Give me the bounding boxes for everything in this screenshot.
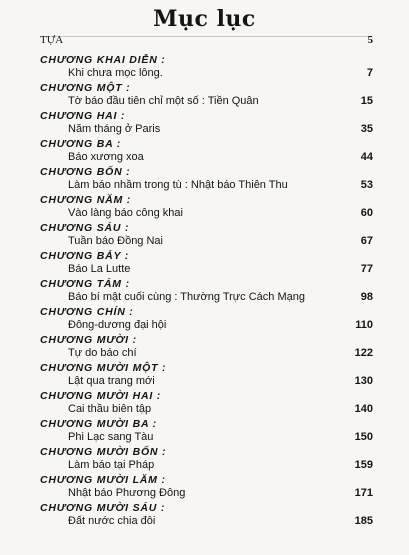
chapter-line bbox=[40, 262, 373, 276]
toc-entry[interactable] bbox=[40, 446, 373, 472]
toc-entry[interactable] bbox=[40, 418, 373, 444]
page-number: 60 bbox=[360, 207, 373, 219]
chapter-subtitle: Báo bí mật cuối cùng : Thường Trực Cách Mạng bbox=[68, 291, 305, 303]
page-number: 53 bbox=[360, 179, 373, 191]
page-number: 98 bbox=[360, 291, 373, 303]
chapter-subtitle: Báo xương xoa bbox=[68, 151, 144, 163]
table-of-contents bbox=[40, 34, 373, 528]
chapter-line bbox=[40, 458, 373, 472]
chapter-subtitle: Tuần báo Đồng Nai bbox=[68, 235, 163, 247]
chapter-heading: CHƯƠNG NĂM : bbox=[40, 194, 132, 206]
chapter-line bbox=[40, 206, 373, 220]
chapter-heading: CHƯƠNG TÁM : bbox=[40, 278, 130, 290]
chapter-heading: CHƯƠNG MƯỜI HAI : bbox=[40, 390, 162, 402]
chapter-line bbox=[40, 486, 373, 500]
preface-label: TỰA bbox=[40, 34, 64, 46]
toc-entry[interactable] bbox=[40, 222, 373, 248]
chapter-subtitle: Phi Lạc sang Tàu bbox=[68, 431, 154, 443]
chapter-line bbox=[40, 290, 373, 304]
page-number: 185 bbox=[354, 515, 373, 527]
chapter-heading: CHƯƠNG MƯỜI LĂM : bbox=[40, 474, 166, 486]
chapter-line bbox=[40, 402, 373, 416]
toc-entry[interactable] bbox=[40, 250, 373, 276]
toc-entry[interactable] bbox=[40, 306, 373, 332]
chapter-line bbox=[40, 150, 373, 164]
chapter-line bbox=[40, 234, 373, 248]
preface-page-number: 5 bbox=[367, 34, 373, 46]
chapter-subtitle: Tự do báo chí bbox=[68, 347, 137, 359]
chapter-subtitle: Lật qua trang mới bbox=[68, 375, 155, 387]
chapter-heading: CHƯƠNG MỘT : bbox=[40, 82, 131, 94]
toc-entry[interactable] bbox=[40, 138, 373, 164]
page-number: 130 bbox=[354, 375, 373, 387]
chapter-subtitle: Vào làng báo công khai bbox=[68, 207, 183, 219]
chapter-heading: CHƯƠNG KHAI DIỄN : bbox=[40, 54, 166, 66]
chapter-line bbox=[40, 178, 373, 192]
toc-entry[interactable] bbox=[40, 82, 373, 108]
chapter-line bbox=[40, 122, 373, 136]
toc-entry[interactable] bbox=[40, 390, 373, 416]
toc-entry[interactable] bbox=[40, 334, 373, 360]
toc-entry[interactable] bbox=[40, 54, 373, 80]
chapter-heading: CHƯƠNG HAI : bbox=[40, 110, 126, 122]
page-number: 110 bbox=[355, 319, 373, 331]
toc-entry[interactable] bbox=[40, 502, 373, 528]
chapter-heading: CHƯƠNG MƯỜI BA : bbox=[40, 418, 157, 430]
toc-entry[interactable] bbox=[40, 194, 373, 220]
chapter-subtitle: Làm báo tại Pháp bbox=[68, 459, 155, 471]
chapter-subtitle: Tờ báo đầu tiên chỉ một số : Tiền Quân bbox=[68, 95, 259, 107]
page-title: Mục lục bbox=[153, 6, 256, 32]
chapter-line bbox=[40, 514, 373, 528]
chapter-subtitle: Đất nước chia đôi bbox=[68, 515, 156, 527]
page-number: 7 bbox=[366, 67, 373, 79]
page-number: 159 bbox=[354, 459, 373, 471]
page-number: 67 bbox=[360, 235, 373, 247]
page-number: 150 bbox=[354, 431, 373, 443]
page-number: 35 bbox=[360, 123, 373, 135]
chapter-subtitle: Đông-dương đại hội bbox=[68, 319, 167, 331]
chapter-line bbox=[40, 346, 373, 360]
page-number: 171 bbox=[354, 487, 373, 499]
toc-entry[interactable] bbox=[40, 278, 373, 304]
preface-row[interactable] bbox=[40, 34, 373, 52]
chapter-list bbox=[40, 54, 373, 528]
chapter-line bbox=[40, 94, 373, 108]
toc-entry[interactable] bbox=[40, 110, 373, 136]
page-number: 77 bbox=[360, 263, 373, 275]
chapter-heading: CHƯƠNG BỐN : bbox=[40, 166, 131, 178]
chapter-heading: CHƯƠNG BA : bbox=[40, 138, 122, 150]
chapter-line bbox=[40, 318, 373, 332]
chapter-subtitle: Báo La Lutte bbox=[68, 263, 131, 275]
chapter-subtitle: Làm báo nhầm trong tù : Nhật báo Thiên Thu bbox=[68, 179, 288, 191]
chapter-line bbox=[40, 374, 373, 388]
page-number: 15 bbox=[360, 95, 373, 107]
toc-entry[interactable] bbox=[40, 166, 373, 192]
chapter-subtitle: Năm tháng ở Paris bbox=[68, 123, 161, 135]
chapter-heading: CHƯƠNG MƯỜI BỐN : bbox=[40, 446, 167, 458]
toc-entry[interactable] bbox=[40, 362, 373, 388]
chapter-line bbox=[40, 430, 373, 444]
chapter-heading: CHƯƠNG MƯỜI : bbox=[40, 334, 137, 346]
chapter-heading: CHƯƠNG MƯỜI SÁU : bbox=[40, 502, 166, 514]
toc-entry[interactable] bbox=[40, 474, 373, 500]
chapter-subtitle: Nhật báo Phương Đông bbox=[68, 487, 186, 499]
chapter-subtitle: Cai thầu biên tập bbox=[68, 403, 152, 415]
page-number: 140 bbox=[354, 403, 373, 415]
page-number: 122 bbox=[354, 347, 373, 359]
chapter-heading: CHƯƠNG MƯỜI MỘT : bbox=[40, 362, 167, 374]
chapter-heading: CHƯƠNG CHÍN : bbox=[40, 306, 134, 318]
chapter-line bbox=[40, 66, 373, 80]
chapter-heading: CHƯƠNG SÁU : bbox=[40, 222, 130, 234]
page-number: 44 bbox=[360, 151, 373, 163]
chapter-subtitle: Khi chưa mọc lông. bbox=[68, 67, 163, 79]
chapter-heading: CHƯƠNG BẢY : bbox=[40, 250, 130, 262]
